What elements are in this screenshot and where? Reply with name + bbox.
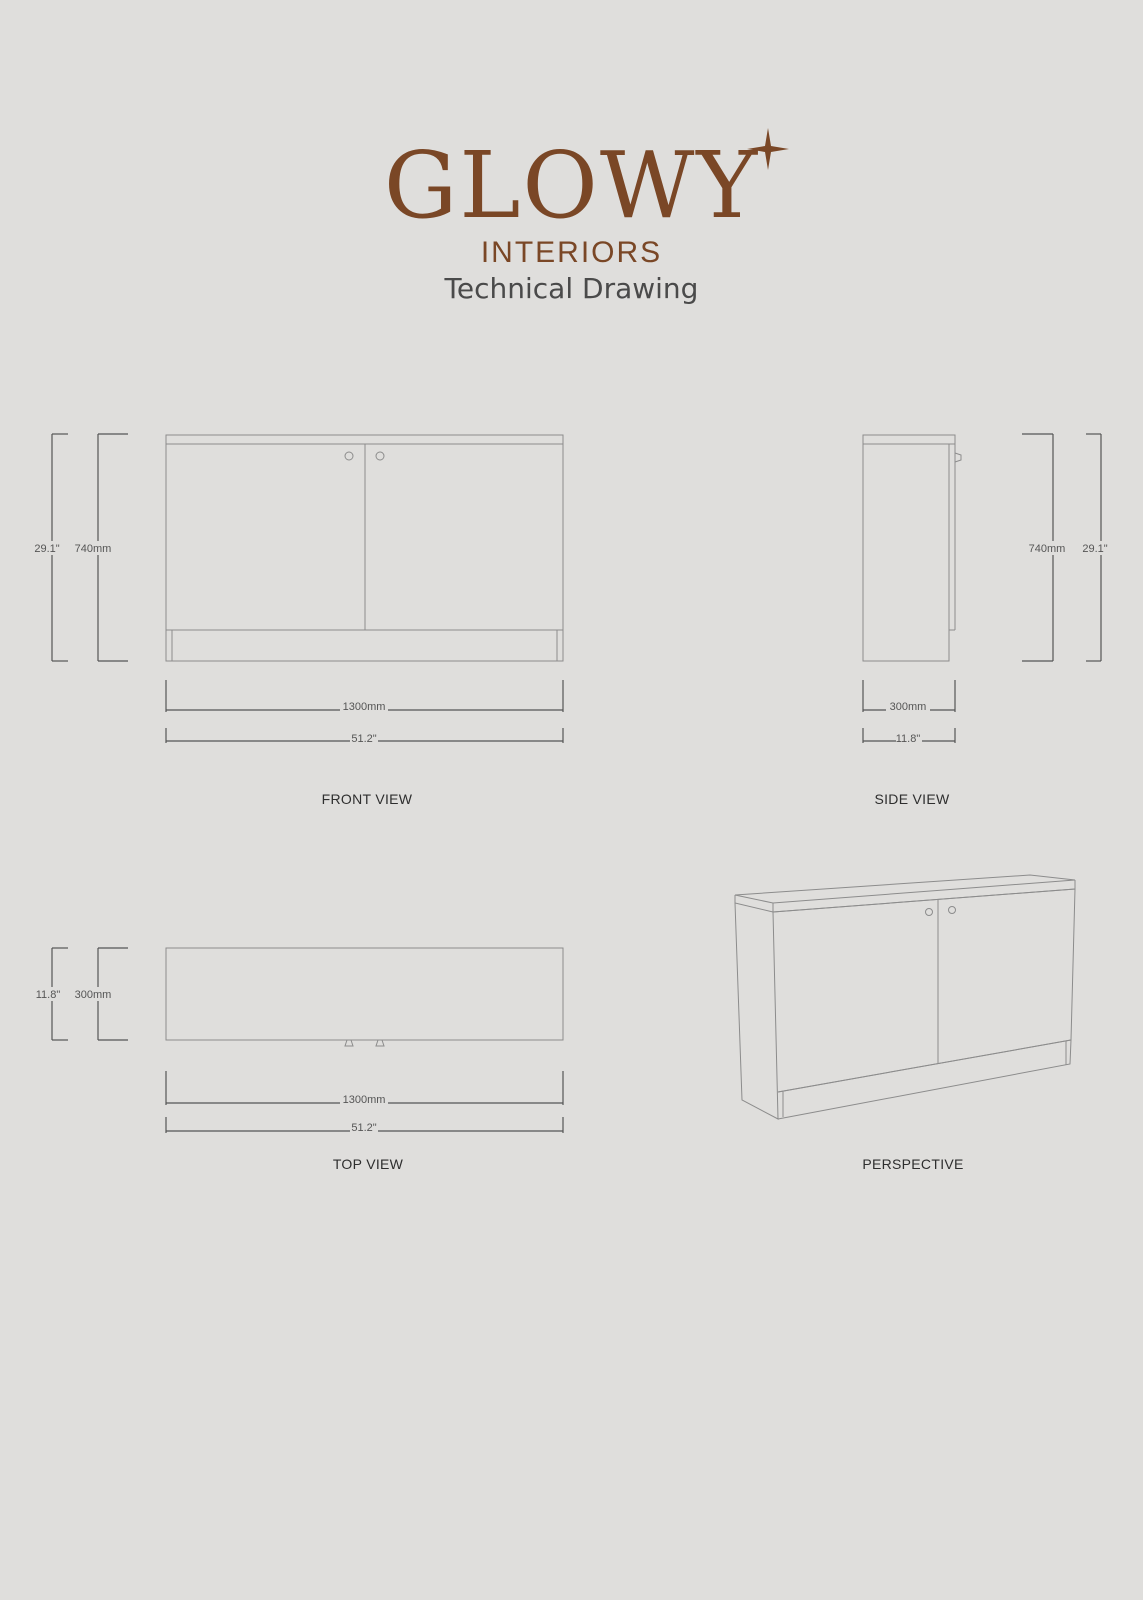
top-view-label: TOP VIEW: [332, 1156, 404, 1172]
front-height-mm-label: 740mm: [74, 543, 112, 555]
door-knob-icon: [949, 907, 956, 914]
front-view-width-dimension: [166, 680, 563, 745]
front-view-cabinet: [166, 435, 563, 661]
front-height-in-label: 29.1": [34, 543, 60, 555]
door-knob-icon: [376, 1040, 384, 1046]
top-depth-in-label: 11.8": [35, 989, 61, 1001]
side-view: [863, 434, 1108, 807]
side-depth-mm-label: 300mm: [889, 701, 927, 713]
side-depth-in-label: 11.8": [895, 733, 921, 745]
side-height-mm-label: 740mm: [1028, 543, 1066, 555]
door-knob-icon: [376, 452, 384, 460]
door-knob-icon: [955, 453, 961, 462]
top-width-in-label: 51.2": [351, 1122, 377, 1134]
side-view-depth-dimension: [863, 680, 955, 745]
door-knob-icon: [345, 1040, 353, 1046]
brand-subtitle: INTERIORS: [480, 236, 663, 269]
door-knob-icon: [926, 909, 933, 916]
top-view: [36, 948, 563, 1172]
front-width-in-label: 51.2": [351, 733, 377, 745]
side-view-height-dimension: [1022, 434, 1108, 661]
perspective-cabinet: [735, 875, 1075, 1119]
document-title: Technical Drawing: [444, 272, 699, 305]
brand-name: GLOWY: [383, 132, 760, 239]
top-view-width-dimension: [166, 1071, 563, 1134]
door-knob-icon: [345, 452, 353, 460]
top-depth-mm-label: 300mm: [74, 989, 112, 1001]
front-view: [34, 434, 563, 807]
top-width-mm-label: 1300mm: [342, 1094, 386, 1106]
side-view-cabinet: [863, 435, 961, 661]
side-height-in-label: 29.1": [1082, 543, 1108, 555]
top-view-depth-dimension: [36, 948, 128, 1040]
top-view-cabinet: [166, 948, 563, 1046]
front-view-height-dimension: [34, 434, 128, 661]
front-width-mm-label: 1300mm: [342, 701, 386, 713]
front-view-label: FRONT VIEW: [321, 791, 413, 807]
perspective-view: [735, 875, 1075, 1172]
side-view-label: SIDE VIEW: [874, 791, 950, 807]
perspective-label: PERSPECTIVE: [862, 1156, 964, 1172]
